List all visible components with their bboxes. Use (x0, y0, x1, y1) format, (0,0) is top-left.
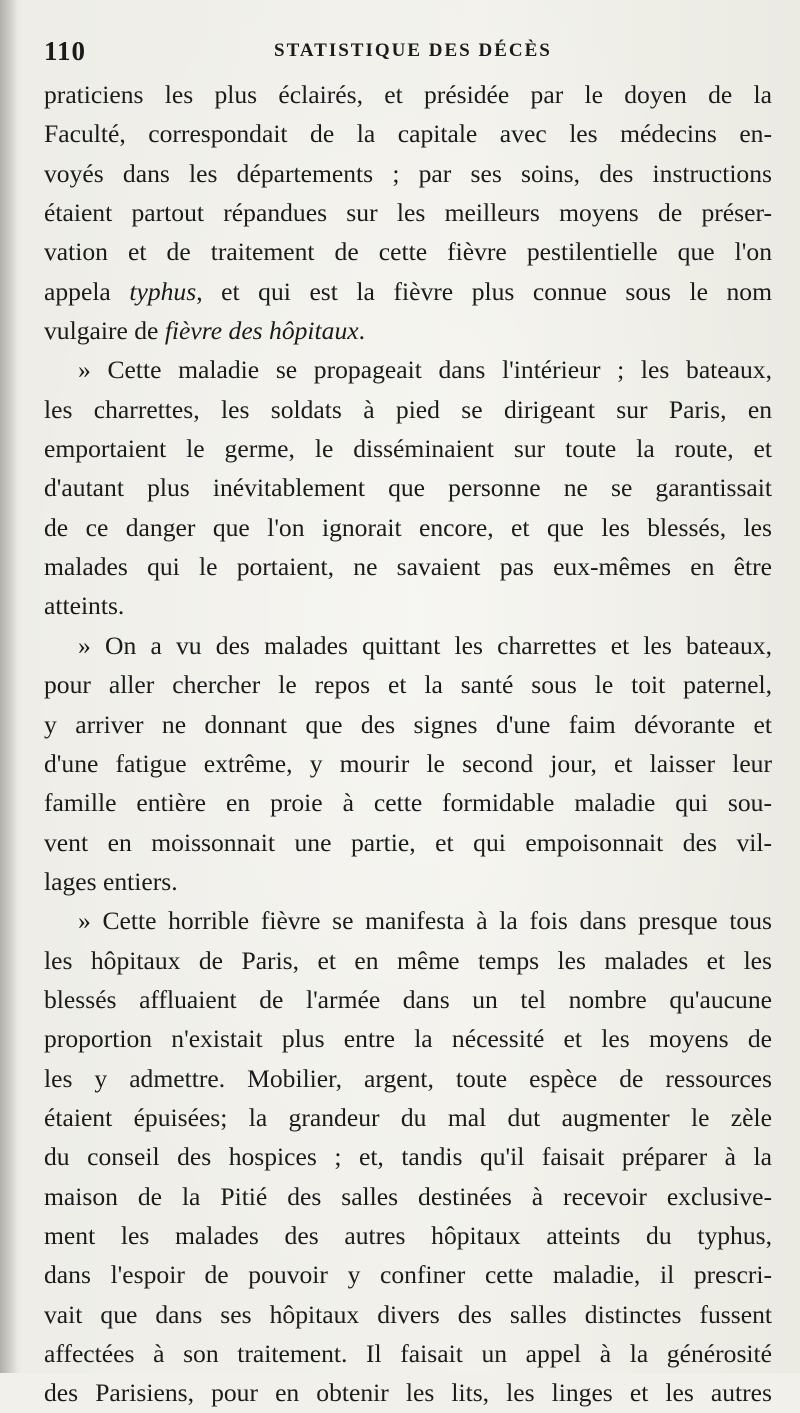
text-line: maison de la Pitié des salles destinées à recevoir exclusive- (44, 1181, 772, 1211)
running-title: STATISTIQUE DES DÉCÈS (274, 40, 552, 61)
text-line: ment les malades des autres hôpitaux atteints du typhus, (44, 1220, 772, 1250)
text-segment: vulgaire de (44, 316, 165, 346)
text-line: atteints. (44, 591, 125, 621)
page-header (44, 36, 774, 72)
text-segment: . (358, 316, 366, 346)
text-line (44, 311, 772, 350)
text-line: emportaient le germe, le disséminaient sur toute la route, et (44, 434, 772, 464)
text-line: les charrettes, les soldats à pied se dirigeant sur Paris, en (44, 394, 772, 424)
text-line: de ce danger que l'on ignorait encore, et que les blessés, les (44, 512, 772, 542)
text-line: des Parisiens, pour en obtenir les lits, les linges et les autres (44, 1378, 772, 1408)
text-line: vait que dans ses hôpitaux divers des salles distinctes fussent (44, 1299, 772, 1329)
text-line: lages entiers. (44, 866, 178, 896)
text-line: étaient partout répandues sur les meilleurs moyens de préser- (44, 198, 772, 228)
text-line: malades qui le portaient, ne savaient pas eux-mêmes en être (44, 552, 772, 582)
text-line: Faculté, correspondait de la capitale avec les médecins en- (44, 119, 772, 149)
text-line: » Cette horrible fièvre se manifesta à la fois dans presque tous (78, 906, 772, 936)
italic-term: fièvre des hôpitaux (164, 316, 359, 346)
text-line: vation et de traitement de cette fièvre pestilentielle que l'on (44, 237, 772, 267)
text-segment: appela (44, 276, 130, 306)
text-line: proportion n'existait plus entre la nécessité et les moyens de (44, 1024, 772, 1054)
text-line: les y admettre. Mobilier, argent, toute espèce de ressources (44, 1063, 772, 1093)
text-line: blessés affluaient de l'armée dans un tel nombre qu'aucune (44, 984, 772, 1014)
text-line: praticiens les plus éclairés, et présidée par le doyen de la (44, 80, 772, 109)
text-line: dans l'espoir de pouvoir y confiner cette maladie, il prescri- (44, 1260, 772, 1290)
text-line: du conseil des hospices ; et, tandis qu'il faisait préparer à la (44, 1142, 772, 1172)
text-segment: , et qui est la fièvre plus connue sous le nom (196, 276, 772, 306)
text-line: voyés dans les départements ; par ses soins, des instructions (44, 158, 772, 188)
body-text (44, 75, 772, 1413)
text-line: pour aller chercher le repos et la santé sous le toit paternel, (44, 670, 772, 700)
text-line: d'une fatigue extrême, y mourir le second jour, et laisser leur (44, 748, 772, 778)
text-line: y arriver ne donnant que des signes d'une faim dévorante et (44, 709, 772, 739)
text-line (44, 272, 772, 311)
text-line: famille entière en proie à cette formidable maladie qui sou- (44, 788, 772, 818)
text-line: étaient épuisées; la grandeur du mal dut augmenter le zèle (44, 1102, 772, 1132)
italic-term: typhus (129, 276, 197, 306)
text-line: » Cette maladie se propageait dans l'intérieur ; les bateaux, (78, 355, 772, 385)
page-number: 110 (44, 36, 87, 66)
text-line: les hôpitaux de Paris, et en même temps les malades et les (44, 945, 772, 975)
text-line: affectées à son traitement. Il faisait un appel à la générosité (44, 1339, 772, 1368)
text-line: d'autant plus inévitablement que personne ne se garantissait (44, 473, 772, 503)
text-line: vent en moissonnait une partie, et qui empoisonnait des vil- (44, 827, 772, 857)
page-gutter-shadow (0, 0, 18, 1373)
text-line: » On a vu des malades quittant les charrettes et les bateaux, (78, 630, 772, 660)
